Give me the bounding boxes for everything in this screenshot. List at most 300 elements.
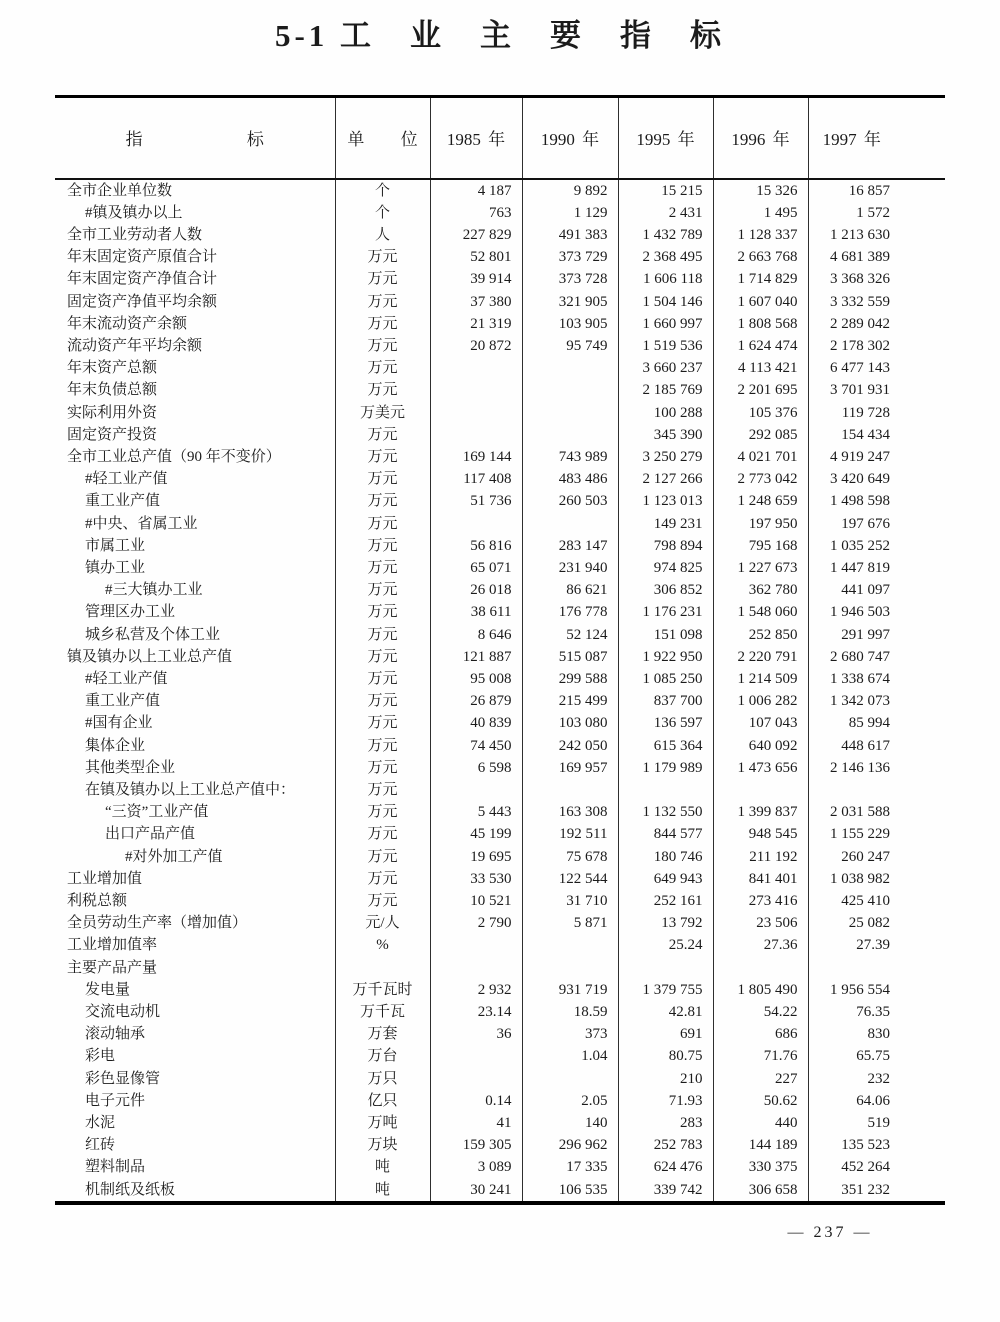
value-cell: 16 857 xyxy=(848,182,890,199)
value-cell: 210 xyxy=(618,1068,713,1090)
unit-cell: 万元 xyxy=(335,624,430,646)
value-cell xyxy=(430,402,522,424)
unit-cell: 万只 xyxy=(335,1068,430,1090)
value-cell: 26 879 xyxy=(430,690,522,712)
unit-cell: 万美元 xyxy=(335,402,430,424)
value-cell: 1 176 231 xyxy=(618,601,713,623)
value-cell: 169 957 xyxy=(522,757,618,779)
value-cell: 1 132 550 xyxy=(618,801,713,823)
value-cell: 13 792 xyxy=(618,912,713,934)
value-cell: 292 085 xyxy=(713,424,808,446)
value-cell: 3 089 xyxy=(430,1156,522,1178)
value-cell: 95 008 xyxy=(430,668,522,690)
value-cell: 1 006 282 xyxy=(713,690,808,712)
table-row xyxy=(55,1001,945,1023)
indicator-cell: 集体企业 xyxy=(55,735,335,757)
indicator-cell: #三大镇办工业 xyxy=(55,579,335,601)
value-cell: 1 035 252 xyxy=(830,537,890,554)
value-cell: 19 695 xyxy=(430,846,522,868)
indicator-cell: 重工业产值 xyxy=(55,490,335,512)
unit-cell: 万元 xyxy=(335,379,430,401)
value-cell: 136 597 xyxy=(618,712,713,734)
value-cell: 1 498 598 xyxy=(830,493,890,510)
indicator-cell: 固定资产净值平均余额 xyxy=(55,291,335,313)
value-cell: 515 087 xyxy=(522,646,618,668)
indicator-cell: 固定资产投资 xyxy=(55,424,335,446)
indicator-cell: 红砖 xyxy=(55,1134,335,1156)
value-cell: 273 416 xyxy=(713,890,808,912)
value-cell: 95 749 xyxy=(522,335,618,357)
value-cell: 80.75 xyxy=(618,1045,713,1067)
value-cell: 135 523 xyxy=(841,1137,890,1154)
value-cell: 64.06 xyxy=(856,1092,890,1109)
value-cell: 1 922 950 xyxy=(618,646,713,668)
table-row xyxy=(55,535,945,557)
indicator-cell: 年末资产总额 xyxy=(55,357,335,379)
table-row xyxy=(55,735,945,757)
value-cell: 27.36 xyxy=(713,934,808,956)
value-cell: 15 215 xyxy=(618,179,713,202)
unit-cell: 万元 xyxy=(335,646,430,668)
table-row xyxy=(55,1023,945,1045)
value-cell xyxy=(522,934,618,956)
value-cell: 2 178 302 xyxy=(830,337,890,354)
unit-cell: 万元 xyxy=(335,490,430,512)
table-row xyxy=(55,757,945,779)
value-cell xyxy=(522,1068,618,1090)
indicator-cell: 镇及镇办以上工业总产值 xyxy=(55,646,335,668)
value-cell xyxy=(522,402,618,424)
value-cell xyxy=(618,779,713,801)
table-row xyxy=(55,846,945,868)
unit-cell: 万元 xyxy=(335,712,430,734)
value-cell: 27.39 xyxy=(856,937,890,954)
value-cell: 252 783 xyxy=(618,1134,713,1156)
value-cell: 2 790 xyxy=(430,912,522,934)
value-cell: 1 155 229 xyxy=(830,826,890,843)
value-cell: 373 729 xyxy=(522,246,618,268)
value-cell: 15 326 xyxy=(713,179,808,202)
value-cell: 339 742 xyxy=(618,1179,713,1203)
table-row xyxy=(55,823,945,845)
value-cell: 1 624 474 xyxy=(713,335,808,357)
value-cell: 1 129 xyxy=(522,202,618,224)
header-indicator: 指 标 xyxy=(55,97,335,179)
value-cell: 154 434 xyxy=(841,426,890,443)
value-cell: 9 892 xyxy=(522,179,618,202)
value-cell: 232 xyxy=(867,1070,890,1087)
unit-cell: 万元 xyxy=(335,890,430,912)
value-cell: 45 199 xyxy=(430,823,522,845)
value-cell: 291 997 xyxy=(841,626,890,643)
value-cell: 169 144 xyxy=(430,446,522,468)
indicator-cell: 工业增加值率 xyxy=(55,934,335,956)
table-row xyxy=(55,268,945,290)
unit-cell: 万元 xyxy=(335,468,430,490)
value-cell: 197 676 xyxy=(841,515,890,532)
value-cell: 151 098 xyxy=(618,624,713,646)
value-cell: 844 577 xyxy=(618,823,713,845)
value-cell: 103 905 xyxy=(522,313,618,335)
value-cell: 351 232 xyxy=(841,1181,890,1198)
value-cell: 252 161 xyxy=(618,890,713,912)
value-cell: 1 085 250 xyxy=(618,668,713,690)
indicator-cell: 城乡私营及个体工业 xyxy=(55,624,335,646)
indicator-cell: 彩色显像管 xyxy=(55,1068,335,1090)
value-cell: 362 780 xyxy=(713,579,808,601)
unit-cell: 万元 xyxy=(335,846,430,868)
value-cell: 830 xyxy=(867,1026,890,1043)
value-cell: 2 663 768 xyxy=(713,246,808,268)
table-body xyxy=(55,179,945,1203)
table-row xyxy=(55,601,945,623)
indicator-cell: 全市工业劳动者人数 xyxy=(55,224,335,246)
value-cell: 763 xyxy=(430,202,522,224)
value-cell: 1 519 536 xyxy=(618,335,713,357)
table-row xyxy=(55,646,945,668)
header-year-1995: 1995 年 xyxy=(618,97,713,179)
value-cell: 948 545 xyxy=(713,823,808,845)
value-cell: 1 227 673 xyxy=(713,557,808,579)
unit-cell: 万元 xyxy=(335,335,430,357)
value-cell: 330 375 xyxy=(713,1156,808,1178)
value-cell: 51 736 xyxy=(430,490,522,512)
value-cell: 1 714 829 xyxy=(713,268,808,290)
unit-cell: 万千瓦时 xyxy=(335,979,430,1001)
unit-cell: 吨 xyxy=(335,1156,430,1178)
value-cell: 149 231 xyxy=(618,513,713,535)
indicator-cell: #对外加工产值 xyxy=(55,846,335,868)
value-cell: 743 989 xyxy=(522,446,618,468)
value-cell: 0.14 xyxy=(430,1090,522,1112)
value-cell: 65.75 xyxy=(856,1048,890,1065)
value-cell: 1 432 789 xyxy=(618,224,713,246)
table-row xyxy=(55,957,945,979)
value-cell: 33 530 xyxy=(430,868,522,890)
value-cell: 1 038 982 xyxy=(830,870,890,887)
page-number: — 237 — xyxy=(787,1224,873,1241)
header-year-1990: 1990 年 xyxy=(522,97,618,179)
value-cell: 1 248 659 xyxy=(713,490,808,512)
value-cell: 1 805 490 xyxy=(713,979,808,1001)
value-cell: 2 368 495 xyxy=(618,246,713,268)
value-cell: 50.62 xyxy=(713,1090,808,1112)
header-row xyxy=(55,97,945,179)
indicator-cell: 市属工业 xyxy=(55,535,335,557)
value-cell: 2 220 791 xyxy=(713,646,808,668)
header-year-1985: 1985 年 xyxy=(430,97,522,179)
value-cell: 176 778 xyxy=(522,601,618,623)
indicator-cell: 镇办工业 xyxy=(55,557,335,579)
indicator-cell: 其他类型企业 xyxy=(55,757,335,779)
header-year-1996: 1996 年 xyxy=(713,97,808,179)
value-cell: 180 746 xyxy=(618,846,713,868)
value-cell: 71.76 xyxy=(713,1045,808,1067)
value-cell: 2 932 xyxy=(430,979,522,1001)
header-year-1997: 1997 年 xyxy=(808,97,945,179)
unit-cell: 万套 xyxy=(335,1023,430,1045)
table-row xyxy=(55,1045,945,1067)
unit-cell: 万元 xyxy=(335,601,430,623)
value-cell: 1 128 337 xyxy=(713,224,808,246)
table-row xyxy=(55,1068,945,1090)
value-cell xyxy=(430,957,522,979)
value-cell: 3 701 931 xyxy=(830,382,890,399)
value-cell: 144 189 xyxy=(713,1134,808,1156)
value-cell: 448 617 xyxy=(841,737,890,754)
header-unit: 单 位 xyxy=(335,97,430,179)
value-cell: 1 572 xyxy=(856,204,890,221)
value-cell: 211 192 xyxy=(713,846,808,868)
value-cell xyxy=(430,424,522,446)
value-cell xyxy=(430,934,522,956)
value-cell: 283 xyxy=(618,1112,713,1134)
value-cell xyxy=(522,379,618,401)
unit-cell: 万元 xyxy=(335,513,430,535)
value-cell: 119 728 xyxy=(841,404,890,421)
value-cell: 107 043 xyxy=(713,712,808,734)
unit-cell: 万元 xyxy=(335,557,430,579)
unit-cell: 万元 xyxy=(335,868,430,890)
value-cell: 252 850 xyxy=(713,624,808,646)
value-cell: 21 319 xyxy=(430,313,522,335)
value-cell: 837 700 xyxy=(618,690,713,712)
indicator-cell: “三资”工业产值 xyxy=(55,801,335,823)
unit-cell: % xyxy=(335,934,430,956)
indicator-cell: 机制纸及纸板 xyxy=(55,1179,335,1203)
table-row xyxy=(55,424,945,446)
value-cell xyxy=(430,1068,522,1090)
value-cell: 30 241 xyxy=(430,1179,522,1203)
value-cell: 197 950 xyxy=(713,513,808,535)
table-row xyxy=(55,934,945,956)
table-row xyxy=(55,868,945,890)
table-row xyxy=(55,490,945,512)
unit-cell: 万元 xyxy=(335,779,430,801)
value-cell: 40 839 xyxy=(430,712,522,734)
table-row xyxy=(55,1112,945,1134)
value-cell: 640 092 xyxy=(713,735,808,757)
value-cell: 260 503 xyxy=(522,490,618,512)
value-cell: 1 473 656 xyxy=(713,757,808,779)
unit-cell: 吨 xyxy=(335,1179,430,1203)
indicator-cell: 电子元件 xyxy=(55,1090,335,1112)
value-cell: 1 956 554 xyxy=(830,981,890,998)
value-cell: 306 658 xyxy=(713,1179,808,1203)
indicator-cell: 重工业产值 xyxy=(55,690,335,712)
table-row xyxy=(55,313,945,335)
value-cell: 452 264 xyxy=(841,1159,890,1176)
indicator-cell: 年末固定资产净值合计 xyxy=(55,268,335,290)
value-cell xyxy=(430,1045,522,1067)
table-row xyxy=(55,379,945,401)
value-cell: 4 919 247 xyxy=(830,448,890,465)
value-cell: 841 401 xyxy=(713,868,808,890)
indicator-cell: 水泥 xyxy=(55,1112,335,1134)
unit-cell: 元/人 xyxy=(335,912,430,934)
table-row xyxy=(55,557,945,579)
value-cell: 299 588 xyxy=(522,668,618,690)
table-row xyxy=(55,1156,945,1178)
unit-cell: 万吨 xyxy=(335,1112,430,1134)
unit-cell: 个 xyxy=(335,179,430,202)
table-row xyxy=(55,291,945,313)
value-cell: 163 308 xyxy=(522,801,618,823)
value-cell: 1 495 xyxy=(713,202,808,224)
table-row xyxy=(55,1090,945,1112)
table-row xyxy=(55,1134,945,1156)
value-cell xyxy=(522,513,618,535)
value-cell: 75 678 xyxy=(522,846,618,868)
value-cell: 37 380 xyxy=(430,291,522,313)
indicator-cell: #中央、省属工业 xyxy=(55,513,335,535)
value-cell: 306 852 xyxy=(618,579,713,601)
value-cell: 36 xyxy=(430,1023,522,1045)
value-cell xyxy=(522,779,618,801)
value-cell xyxy=(808,957,945,979)
value-cell xyxy=(522,424,618,446)
unit-cell: 万块 xyxy=(335,1134,430,1156)
value-cell: 491 383 xyxy=(522,224,618,246)
indicator-cell: 全员劳动生产率（增加值） xyxy=(55,912,335,934)
value-cell: 23.14 xyxy=(430,1001,522,1023)
value-cell: 52 801 xyxy=(430,246,522,268)
unit-cell: 人 xyxy=(335,224,430,246)
unit-cell: 万元 xyxy=(335,246,430,268)
value-cell: 519 xyxy=(867,1115,890,1132)
indicator-cell: #轻工业产值 xyxy=(55,468,335,490)
unit-cell: 万元 xyxy=(335,424,430,446)
value-cell: 373 xyxy=(522,1023,618,1045)
value-cell: 17 335 xyxy=(522,1156,618,1178)
indicator-cell: 实际利用外资 xyxy=(55,402,335,424)
indicator-cell: 年末固定资产原值合计 xyxy=(55,246,335,268)
value-cell: 26 018 xyxy=(430,579,522,601)
unit-cell: 万元 xyxy=(335,801,430,823)
table-row xyxy=(55,890,945,912)
value-cell: 140 xyxy=(522,1112,618,1134)
value-cell: 3 420 649 xyxy=(830,471,890,488)
value-cell: 121 887 xyxy=(430,646,522,668)
table-row xyxy=(55,224,945,246)
value-cell xyxy=(808,779,945,801)
value-cell xyxy=(430,513,522,535)
value-cell: 795 168 xyxy=(713,535,808,557)
value-cell: 122 544 xyxy=(522,868,618,890)
value-cell: 2.05 xyxy=(522,1090,618,1112)
unit-cell: 万元 xyxy=(335,579,430,601)
value-cell: 38 611 xyxy=(430,601,522,623)
value-cell: 1 179 989 xyxy=(618,757,713,779)
value-cell: 52 124 xyxy=(522,624,618,646)
value-cell xyxy=(522,957,618,979)
value-cell: 1 548 060 xyxy=(713,601,808,623)
indicator-cell: 年末负债总额 xyxy=(55,379,335,401)
unit-cell: 亿只 xyxy=(335,1090,430,1112)
value-cell xyxy=(618,957,713,979)
table-row xyxy=(55,357,945,379)
indicator-cell: #国有企业 xyxy=(55,712,335,734)
table-row xyxy=(55,624,945,646)
value-cell: 624 476 xyxy=(618,1156,713,1178)
value-cell: 231 940 xyxy=(522,557,618,579)
indicator-cell: 工业增加值 xyxy=(55,868,335,890)
indicator-cell: 滚动轴承 xyxy=(55,1023,335,1045)
value-cell: 441 097 xyxy=(841,582,890,599)
indicator-cell: 管理区办工业 xyxy=(55,601,335,623)
value-cell: 1 607 040 xyxy=(713,291,808,313)
unit-cell: 万元 xyxy=(335,690,430,712)
value-cell: 260 247 xyxy=(841,848,890,865)
value-cell: 5 871 xyxy=(522,912,618,934)
value-cell: 1 342 073 xyxy=(830,693,890,710)
table-row xyxy=(55,513,945,535)
value-cell: 65 071 xyxy=(430,557,522,579)
value-cell: 2 201 695 xyxy=(713,379,808,401)
value-cell: 1 808 568 xyxy=(713,313,808,335)
page-title: 5-1 工 业 主 要 指 标 xyxy=(274,18,726,53)
value-cell: 4 187 xyxy=(430,179,522,202)
value-cell: 1 213 630 xyxy=(830,226,890,243)
value-cell: 105 376 xyxy=(713,402,808,424)
indicator-cell: 全市企业单位数 xyxy=(55,179,335,202)
unit-cell: 万元 xyxy=(335,668,430,690)
indicator-cell: 流动资产年平均余额 xyxy=(55,335,335,357)
value-cell: 2 185 769 xyxy=(618,379,713,401)
value-cell: 23 506 xyxy=(713,912,808,934)
value-cell: 106 535 xyxy=(522,1179,618,1203)
indicator-cell: 在镇及镇办以上工业总产值中： xyxy=(55,779,335,801)
value-cell: 5 443 xyxy=(430,801,522,823)
table-row xyxy=(55,668,945,690)
value-cell: 100 288 xyxy=(618,402,713,424)
value-cell: 20 872 xyxy=(430,335,522,357)
table-row xyxy=(55,335,945,357)
value-cell xyxy=(522,357,618,379)
value-cell: 86 621 xyxy=(522,579,618,601)
value-cell: 25.24 xyxy=(618,934,713,956)
unit-cell: 万台 xyxy=(335,1045,430,1067)
table-row xyxy=(55,979,945,1001)
value-cell: 42.81 xyxy=(618,1001,713,1023)
value-cell: 1 660 997 xyxy=(618,313,713,335)
value-cell xyxy=(430,357,522,379)
value-cell: 227 829 xyxy=(430,224,522,246)
value-cell: 440 xyxy=(713,1112,808,1134)
value-cell xyxy=(430,379,522,401)
unit-cell: 万元 xyxy=(335,268,430,290)
value-cell: 3 332 559 xyxy=(830,293,890,310)
value-cell xyxy=(430,779,522,801)
value-cell: 227 xyxy=(713,1068,808,1090)
value-cell: 2 127 266 xyxy=(618,468,713,490)
value-cell: 686 xyxy=(713,1023,808,1045)
value-cell: 974 825 xyxy=(618,557,713,579)
indicator-cell: 利税总额 xyxy=(55,890,335,912)
table-row xyxy=(55,690,945,712)
value-cell: 103 080 xyxy=(522,712,618,734)
table-row xyxy=(55,1179,945,1203)
value-cell: 192 511 xyxy=(522,823,618,845)
value-cell: 85 994 xyxy=(848,715,890,732)
value-cell: 1 504 146 xyxy=(618,291,713,313)
value-cell: 1 379 755 xyxy=(618,979,713,1001)
value-cell: 215 499 xyxy=(522,690,618,712)
table-row xyxy=(55,912,945,934)
unit-cell xyxy=(335,957,430,979)
value-cell: 6 477 143 xyxy=(830,360,890,377)
value-cell: 1.04 xyxy=(522,1045,618,1067)
